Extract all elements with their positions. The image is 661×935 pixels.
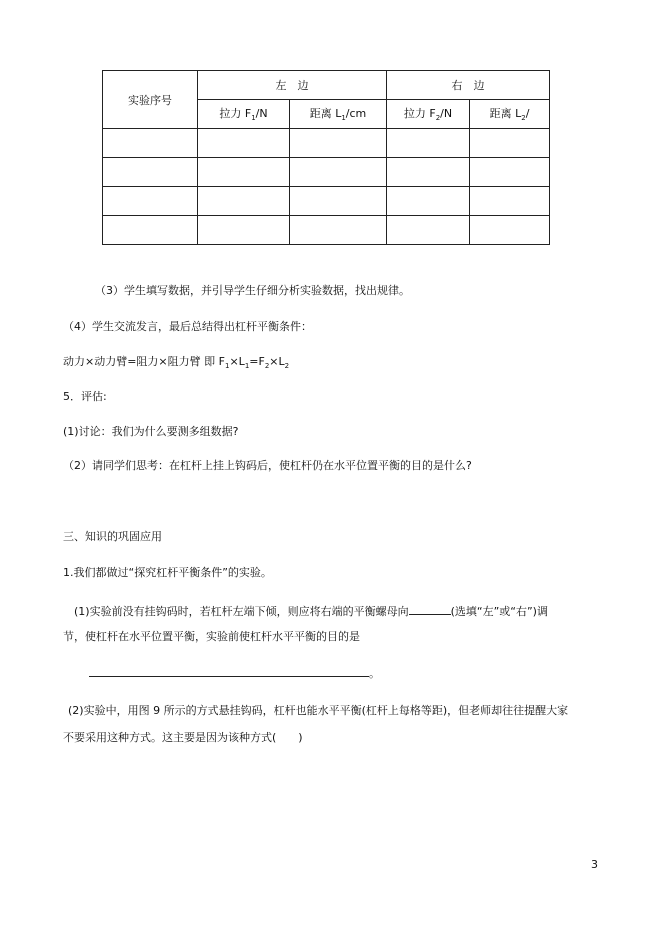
table-cell[interactable] bbox=[470, 129, 550, 158]
table-cell[interactable] bbox=[198, 129, 290, 158]
table-row bbox=[103, 158, 550, 187]
table-cell[interactable] bbox=[387, 129, 470, 158]
page-number: 3 bbox=[591, 858, 598, 871]
experiment-data-table bbox=[102, 70, 550, 245]
paragraph-step-3: （3）学生填写数据，并引导学生仔细分析实验数据，找出规律。 bbox=[95, 284, 410, 297]
header-force-f2: 拉力 $F_2/N$ bbox=[387, 100, 470, 129]
table-cell[interactable] bbox=[290, 216, 387, 245]
question-1a-line1: (1)实验前没有挂钩码时，若杠杆左端下倾，则应将右端的平衡螺母向 (选填“左”或“右”)调 bbox=[74, 605, 548, 618]
header-left-side: 左 边 bbox=[198, 71, 387, 100]
header-distance-l1: 距离 $L_1/cm$ bbox=[290, 100, 387, 129]
table-cell[interactable] bbox=[198, 158, 290, 187]
table-cell[interactable] bbox=[387, 158, 470, 187]
table-row bbox=[103, 216, 550, 245]
section-5-heading: 5．评估: bbox=[63, 390, 107, 403]
question-1a-line2: 节，使杠杆在水平位置平衡，实验前使杠杆水平平衡的目的是 bbox=[63, 630, 360, 643]
evaluation-question-2: （2）请同学们思考：在杠杆上挂上钩码后，使杠杆仍在水平位置平衡的目的是什么? bbox=[63, 459, 472, 472]
table-cell[interactable] bbox=[103, 129, 198, 158]
answer-blank-direction[interactable] bbox=[409, 603, 451, 615]
paragraph-step-4: （4）学生交流发言，最后总结得出杠杆平衡条件： bbox=[63, 320, 312, 333]
table-cell[interactable] bbox=[198, 216, 290, 245]
table-row bbox=[103, 129, 550, 158]
table-cell[interactable] bbox=[103, 187, 198, 216]
table-cell[interactable] bbox=[387, 187, 470, 216]
question-1: 1.我们都做过“探究杠杆平衡条件”的实验。 bbox=[63, 566, 272, 579]
question-1b-line2: 不要采用这种方式。这主要是因为该种方式( ) bbox=[63, 731, 303, 744]
header-right-side: 右 边 bbox=[387, 71, 550, 100]
table-cell[interactable] bbox=[290, 129, 387, 158]
answer-blank-purpose[interactable] bbox=[89, 666, 369, 677]
table-cell[interactable] bbox=[470, 216, 550, 245]
table-cell[interactable] bbox=[103, 158, 198, 187]
table-cell[interactable] bbox=[470, 187, 550, 216]
table-row bbox=[103, 187, 550, 216]
table-cell[interactable] bbox=[103, 216, 198, 245]
table-cell[interactable] bbox=[290, 158, 387, 187]
lever-balance-formula: 动力×动力臂=阻力×阻力臂 即 $F_1\times L_1=F_2\times L_2$ bbox=[63, 355, 290, 371]
table-cell[interactable] bbox=[387, 216, 470, 245]
evaluation-question-1: (1)讨论：我们为什么要测多组数据? bbox=[63, 425, 239, 438]
question-1a-answer-line: 。 bbox=[89, 666, 380, 681]
section-3-heading: 三、知识的巩固应用 bbox=[63, 530, 162, 543]
header-force-f1: 拉力 $F_1/N$ bbox=[198, 100, 290, 129]
header-sequence: 实验序号 bbox=[103, 71, 198, 129]
table-cell[interactable] bbox=[198, 187, 290, 216]
table-cell[interactable] bbox=[290, 187, 387, 216]
table-cell[interactable] bbox=[470, 158, 550, 187]
question-1b-line1: (2)实验中，用图 9 所示的方式悬挂钩码，杠杆也能水平平衡(杠杆上每格等距)，但老师却往往提醒大家 bbox=[68, 704, 569, 717]
header-distance-l2: 距离 $L_2/$ bbox=[470, 100, 550, 129]
